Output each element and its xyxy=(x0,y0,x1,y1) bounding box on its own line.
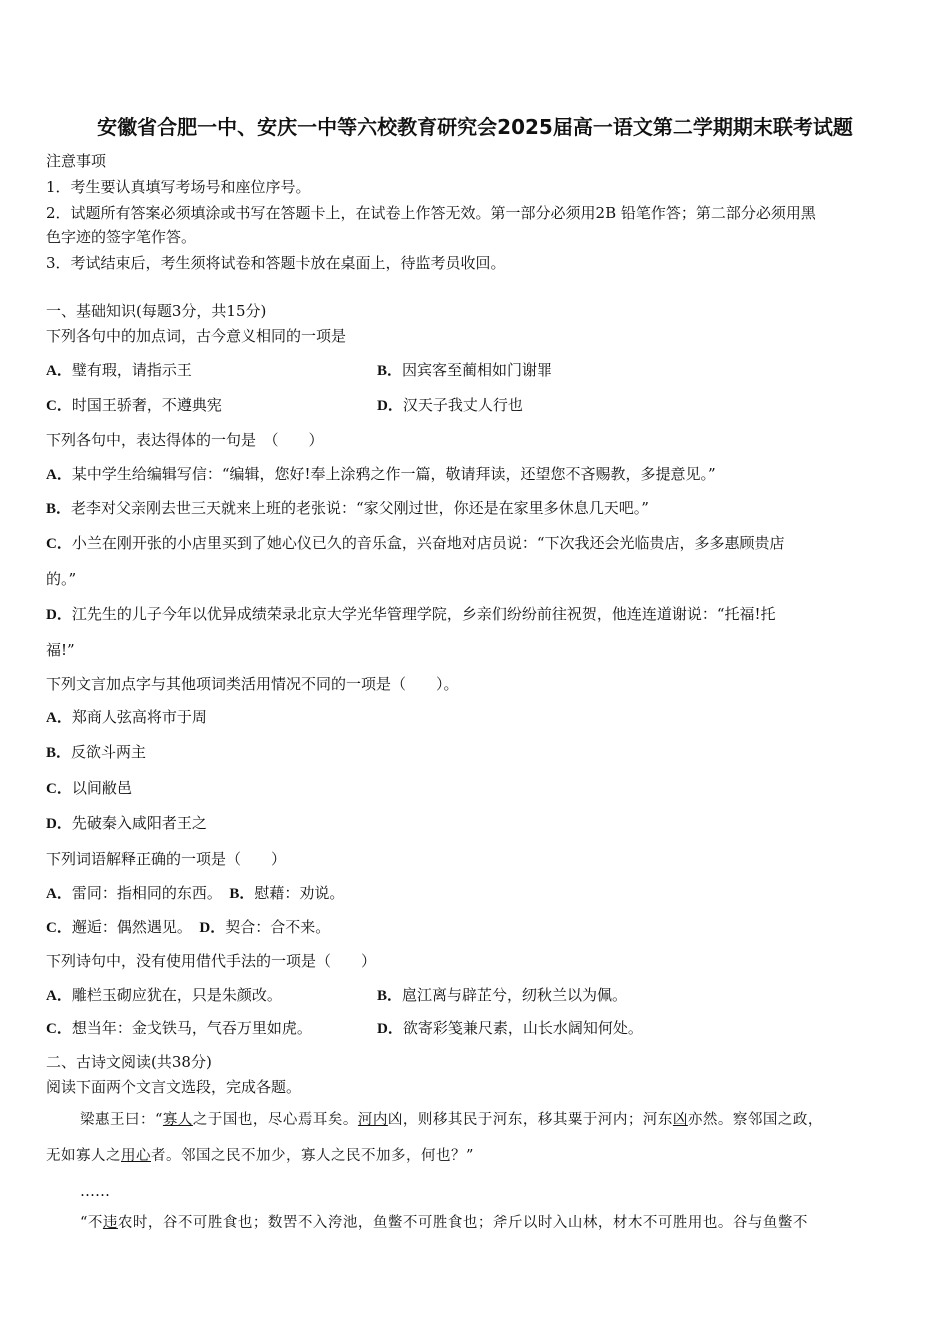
q1-b-label: B． xyxy=(377,363,403,379)
passage2-line1 xyxy=(80,1213,808,1233)
q1-c-label: C． xyxy=(46,398,72,414)
q2-b-label: B． xyxy=(46,501,72,517)
passage1-text: 者。邻国之民不加少，寡人之民不加多，何也？” xyxy=(151,1148,474,1164)
q3-c-label: C． xyxy=(46,781,72,797)
q4-option-a: 雷同：指相同的东西。 xyxy=(71,884,215,902)
passage1-line2 xyxy=(46,1146,474,1166)
q1-option-c: 时国王骄奢，不遵典宪 xyxy=(71,396,222,414)
q4-option-c: 邂逅：偶然遇见。 xyxy=(71,918,185,936)
notice-item-2: 2．试题所有答案必须填涂或书写在答题卡上，在试卷上作答无效。第一部分必须用2B 铅笔作答；第二部分必须用黑 xyxy=(46,204,816,222)
q2-option-c-cont: 的。” xyxy=(46,570,77,588)
q2-option-a-line xyxy=(46,464,716,485)
q5-option-a: 雕栏玉砌应犹在，只是朱颜改。 xyxy=(71,986,282,1004)
q1-a-label: A． xyxy=(46,363,72,379)
q2-stem: 下列各句中，表达得体的一句是 （ ） xyxy=(46,431,324,449)
passage2-text: 农时，谷不可胜食也；数罟不入洿池，鱼鳖不可胜食也；斧斤以时入山林，材木不可胜用也。谷与鱼鳖不 xyxy=(117,1215,808,1231)
q1-options-row2 xyxy=(46,395,906,416)
q5-b-label: B． xyxy=(377,988,403,1004)
passage1-line1 xyxy=(80,1110,823,1130)
passage2-text: “不 xyxy=(80,1215,103,1231)
underlined-term: 凶 xyxy=(672,1112,688,1128)
q4-d-label: D． xyxy=(199,920,226,936)
q3-option-b: 反欲斗两主 xyxy=(71,743,147,761)
q3-option-a-line xyxy=(46,707,207,728)
q5-c-label: C． xyxy=(46,1021,72,1037)
q2-option-d: 江先生的儿子今年以优异成绩荣录北京大学光华管理学院，乡亲们纷纷前往祝贺，他连连道谢说：“托福!托 xyxy=(71,605,776,623)
section1-heading: 一、基础知识(每题3分，共15分) xyxy=(46,302,267,320)
q2-option-a: 某中学生给编辑写信：“编辑，您好!奉上涂鸦之作一篇，敬请拜读，还望您不吝赐教，多提意见。” xyxy=(71,465,716,483)
q1-option-b: 因宾客至蔺相如门谢罪 xyxy=(402,361,553,379)
q3-option-a: 郑商人弦高将市于周 xyxy=(71,708,207,726)
q4-options-row2 xyxy=(46,917,330,938)
q5-option-c: 想当年：金戈铁马，气吞万里如虎。 xyxy=(71,1019,312,1037)
notice-heading: 注意事项 xyxy=(46,152,107,170)
q2-a-label: A． xyxy=(46,467,72,483)
q5-option-d: 欲寄彩笺兼尺素，山长水阔知何处。 xyxy=(402,1019,643,1037)
q3-option-c-line xyxy=(46,778,132,799)
passage1-text: 无如寡人之 xyxy=(46,1148,121,1164)
notice-item-2-cont: 色字迹的签字笔作答。 xyxy=(46,228,197,246)
q4-a-label: A． xyxy=(46,886,72,902)
q1-option-a: 璧有瑕，请指示王 xyxy=(71,361,192,379)
q2-option-d-cont: 福!” xyxy=(46,641,75,659)
underlined-term: 用心 xyxy=(121,1148,151,1164)
q5-option-b: 扈江离与辟芷兮，纫秋兰以为佩。 xyxy=(402,986,628,1004)
q4-stem: 下列词语解释正确的一项是（ ） xyxy=(46,850,287,868)
q2-option-c: 小兰在刚开张的小店里买到了她心仪已久的音乐盒，兴奋地对店员说：“下次我还会光临贵店，多多惠顾贵店 xyxy=(71,534,785,552)
q4-options-row1 xyxy=(46,883,344,904)
q2-option-c-line xyxy=(46,533,785,554)
q3-b-label: B． xyxy=(46,745,72,761)
q1-stem: 下列各句中的加点词，古今意义相同的一项是 xyxy=(46,327,347,345)
q4-option-d: 契合：合不来。 xyxy=(225,918,331,936)
notice-item-1: 1．考生要认真填写考场号和座位序号。 xyxy=(46,178,311,196)
passage1-text: 亦然。察邻国之政， xyxy=(687,1112,823,1128)
exam-title: 安徽省合肥一中、安庆一中等六校教育研究会2025届高一语文第二学期期末联考试题 xyxy=(97,115,853,139)
q5-d-label: D． xyxy=(377,1021,403,1037)
q4-option-b: 慰藉：劝说。 xyxy=(254,884,345,902)
q5-a-label: A． xyxy=(46,988,72,1004)
underlined-term: 违 xyxy=(102,1215,118,1231)
q3-stem: 下列文言加点字与其他项词类活用情况不同的一项是（ ）。 xyxy=(46,675,459,693)
section2-heading: 二、古诗文阅读(共38分) xyxy=(46,1053,212,1071)
q3-a-label: A． xyxy=(46,710,72,726)
q3-d-label: D． xyxy=(46,816,72,832)
passage-ellipsis: …… xyxy=(80,1182,110,1200)
q3-option-c: 以间敝邑 xyxy=(71,779,132,797)
q3-option-b-line xyxy=(46,742,146,763)
q4-c-label: C． xyxy=(46,920,72,936)
q1-options-row1 xyxy=(46,360,906,381)
q4-b-label: B． xyxy=(229,886,255,902)
q5-options-row1 xyxy=(46,985,906,1006)
q3-option-d-line xyxy=(46,813,207,834)
q1-d-label: D． xyxy=(377,398,403,414)
q2-c-label: C． xyxy=(46,536,72,552)
q2-d-label: D． xyxy=(46,607,72,623)
q5-stem: 下列诗句中，没有使用借代手法的一项是（ ） xyxy=(46,952,377,970)
passage1-text: 之于国也，尽心焉耳矣。 xyxy=(192,1112,358,1128)
q3-option-d: 先破秦入咸阳者王之 xyxy=(71,814,207,832)
underlined-term: 寡人 xyxy=(162,1112,193,1128)
q2-option-b: 老李对父亲刚去世三天就来上班的老张说：“家父刚过世，你还是在家里多休息几天吧。” xyxy=(71,499,649,517)
q2-option-d-line xyxy=(46,604,776,625)
notice-item-3: 3．考试结束后，考生须将试卷和答题卡放在桌面上，待监考员收回。 xyxy=(46,254,506,272)
passage1-text: 梁惠王曰：“ xyxy=(80,1112,163,1128)
q2-option-b-line xyxy=(46,498,649,519)
underlined-term: 河内 xyxy=(357,1112,388,1128)
q1-option-d: 汉天子我丈人行也 xyxy=(402,396,523,414)
passage1-text: 凶，则移其民于河东，移其粟于河内；河东 xyxy=(387,1112,673,1128)
q5-options-row2 xyxy=(46,1018,906,1039)
section2-intro: 阅读下面两个文言文选段，完成各题。 xyxy=(46,1078,302,1096)
